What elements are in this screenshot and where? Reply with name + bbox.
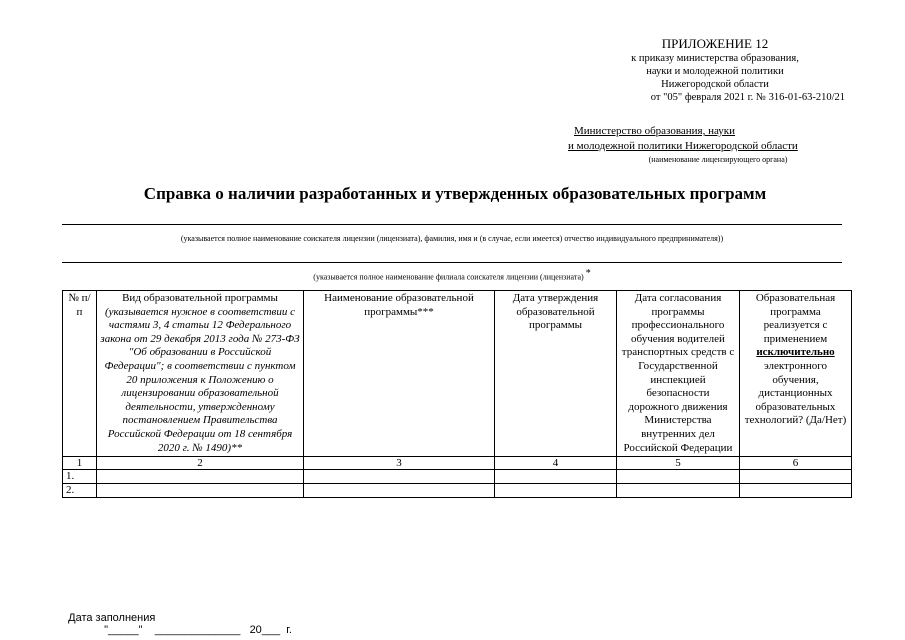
column-number: 2 — [97, 457, 304, 470]
header-program-type-label: Вид образовательной программы — [122, 292, 278, 304]
row-number: 1. — [63, 470, 97, 484]
cell-approval-date[interactable] — [495, 470, 617, 484]
header-distance-learning — [740, 291, 852, 457]
header-distance-learning-a: Образовательная программа реализуется с применением — [755, 292, 836, 345]
cell-program-type[interactable] — [97, 484, 304, 498]
cell-approval-date[interactable] — [495, 484, 617, 498]
column-number: 5 — [617, 457, 740, 470]
header-program-type-note: (указывается нужное в соответствии с частями 3, 4 статьи 12 Федерального закона от 29 декабря 2013 года № 273-ФЗ "Об образовании в Российской Федерации"; в соответствии с пунктом 20 приложения к Положению о лицензировании образовательной деятельности, утвержденному постановлением Правительства Российской Федерации от 18 сентября 2020 г. № 1490)** — [100, 305, 300, 454]
fill-date-label: Дата заполнения — [68, 612, 156, 624]
branch-caption: (указывается полное наименование филиала соискателя лицензии (лицензиата) — [313, 272, 584, 282]
header-distance-learning-b: исключительно — [756, 346, 835, 359]
table-row — [63, 484, 852, 498]
header-program-name: Наименование образовательной программы*** — [304, 291, 495, 457]
appendix-order-line-3: Нижегородской области — [661, 79, 769, 90]
cell-program-name[interactable] — [304, 470, 495, 484]
licensing-body-block — [568, 124, 858, 166]
header-agreement-date: Дата согласования программы профессионального обучения водителей транспортных средств с Государственной инспекцией безопасности дорожного движения Министерства внутренних дел Российской Федерации — [617, 291, 740, 457]
column-number: 4 — [495, 457, 617, 470]
branch-caption-wrap — [62, 268, 842, 282]
cell-distance-learning[interactable] — [740, 470, 852, 484]
header-number: № п/п — [63, 291, 97, 457]
appendix-header — [525, 24, 845, 104]
appendix-order-line-1: к приказу министерства образования, — [631, 53, 799, 64]
fill-date-value[interactable]: "_____" ______________ 20___ г. — [104, 624, 292, 636]
cell-program-type[interactable] — [97, 470, 304, 484]
cell-agreement-date[interactable] — [617, 470, 740, 484]
cell-agreement-date[interactable] — [617, 484, 740, 498]
table-header-row — [63, 291, 852, 457]
applicant-caption: (указывается полное наименование соискателя лицензии (лицензиата), фамилия, имя и (в случае, если имеется) отчество индивидуального предпринимателя)) — [180, 234, 724, 243]
header-approval-date: Дата утверждения образовательной программы — [495, 291, 617, 457]
fill-date-line — [62, 600, 292, 636]
licensing-body-line-2: и молодежной политики Нижегородской области — [568, 140, 798, 152]
programs-table — [62, 290, 852, 498]
licensing-body-caption: (наименование лицензирующего органа) — [648, 155, 788, 164]
row-number: 2. — [63, 484, 97, 498]
appendix-order-line-2: науки и молодежной политики — [646, 66, 784, 77]
table-row — [63, 470, 852, 484]
cell-program-name[interactable] — [304, 484, 495, 498]
column-number-row — [63, 457, 852, 470]
header-program-type — [97, 291, 304, 457]
column-number: 1 — [63, 457, 97, 470]
column-number: 6 — [740, 457, 852, 470]
document-title: Справка о наличии разработанных и утвержденных образовательных программ — [143, 184, 767, 203]
appendix-title: ПРИЛОЖЕНИЕ 12 — [661, 36, 769, 51]
column-number: 3 — [304, 457, 495, 470]
appendix-order-line-4: от "05" февраля 2021 г. № 316-01-63-210/21 — [650, 92, 845, 103]
licensing-body-line-1: Министерство образования, науки — [574, 125, 736, 137]
branch-name-line[interactable] — [62, 262, 842, 263]
header-distance-learning-c: электронного обучения, дистанционных образовательных технологий? (Да/Нет) — [744, 359, 847, 427]
cell-distance-learning[interactable] — [740, 484, 852, 498]
branch-footnote-mark: * — [585, 268, 591, 279]
applicant-name-line[interactable] — [62, 224, 842, 225]
